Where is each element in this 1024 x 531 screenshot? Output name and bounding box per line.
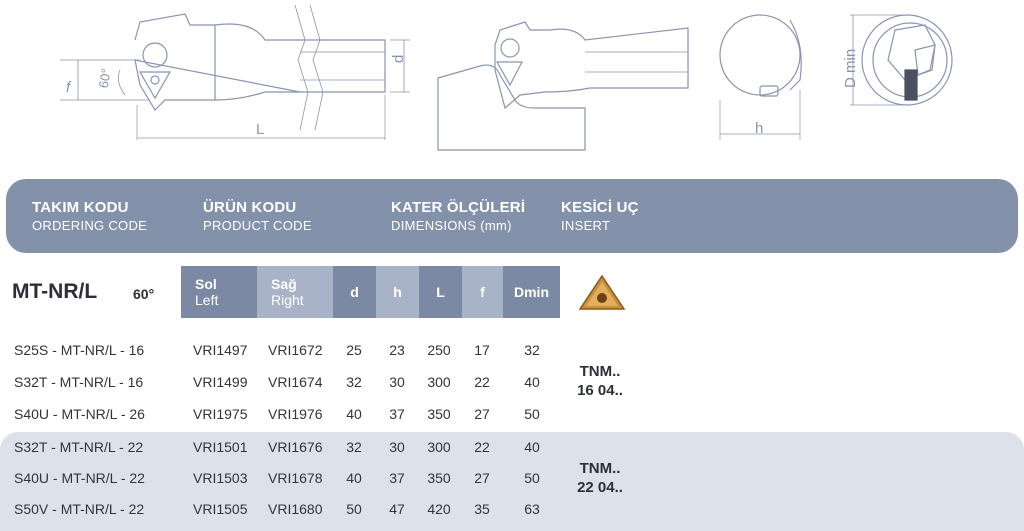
dim-label-L: L (256, 121, 265, 138)
cell-left: VRI1975 (193, 406, 248, 422)
technical-drawings (0, 0, 1024, 172)
cell-dmin: 63 (524, 501, 540, 517)
triangle-insert-icon (578, 274, 626, 312)
cell-f: 27 (474, 470, 490, 486)
cell-h: 30 (389, 374, 405, 390)
cell-L: 250 (427, 342, 451, 358)
cell-f: 22 (474, 439, 490, 455)
col-left (181, 266, 257, 318)
col-left-tr: Sol (195, 276, 217, 292)
table-header-band (6, 179, 1018, 253)
cell-h: 23 (389, 342, 405, 358)
col-right-en: Right (271, 292, 304, 308)
cell-f: 27 (474, 406, 490, 422)
header-product-code-tr: ÜRÜN KODU (203, 199, 297, 216)
col-right-tr: Sağ (271, 276, 297, 292)
cell-d: 40 (346, 470, 362, 486)
cell-dmin: 50 (524, 406, 540, 422)
header-dimensions-tr: KATER ÖLÇÜLERİ (391, 199, 526, 216)
header-insert-en: INSERT (561, 218, 611, 233)
dim-label-d: d (390, 54, 407, 63)
header-ordering-code (32, 199, 147, 233)
cell-dmin: 40 (524, 439, 540, 455)
cell-d: 25 (346, 342, 362, 358)
dim-label-angle: 60° (95, 67, 114, 90)
col-d-label: d (350, 284, 359, 300)
tool-in-workpiece-view (438, 22, 688, 150)
insert-group-2-line2: 22 04.. (577, 479, 623, 496)
cell-d: 32 (346, 439, 362, 455)
cell-code: S50V - MT-NR/L - 22 (14, 501, 145, 517)
dim-label-f: f (66, 79, 71, 96)
series-angle: 60° (133, 286, 155, 302)
cell-left: VRI1501 (193, 439, 248, 455)
dim-label-dmin: D min (842, 48, 859, 88)
cell-f: 35 (474, 501, 490, 517)
cell-code: S40U - MT-NR/L - 22 (14, 470, 145, 486)
dim-label-h: h (755, 120, 764, 137)
cell-left: VRI1505 (193, 501, 248, 517)
cell-f: 22 (474, 374, 490, 390)
insert-group-1-line2: 16 04.. (577, 382, 623, 399)
cell-L: 300 (427, 374, 451, 390)
cell-d: 40 (346, 406, 362, 422)
cell-code: S32T - MT-NR/L - 22 (14, 439, 144, 455)
col-L (419, 266, 462, 318)
col-f-label: f (480, 284, 485, 300)
cell-right: VRI1672 (268, 342, 323, 358)
header-product-code (203, 199, 312, 233)
cell-h: 37 (389, 470, 405, 486)
cell-left: VRI1497 (193, 342, 248, 358)
cell-dmin: 32 (524, 342, 540, 358)
col-dmin (503, 266, 560, 318)
cell-h: 37 (389, 406, 405, 422)
insert-group-2-line1: TNM.. (579, 460, 621, 477)
series-name: MT-NR/L (12, 280, 98, 303)
cell-code: S32T - MT-NR/L - 16 (14, 374, 144, 390)
header-product-code-en: PRODUCT CODE (203, 218, 312, 233)
header-insert (561, 199, 639, 233)
table-row (0, 463, 560, 494)
cell-f: 17 (474, 342, 490, 358)
cell-d: 32 (346, 374, 362, 390)
cell-d: 50 (346, 501, 362, 517)
insert-group-1-line1: TNM.. (579, 363, 621, 380)
cell-L: 300 (427, 439, 451, 455)
col-right (257, 266, 333, 318)
header-insert-tr: KESİCİ UÇ (561, 199, 639, 216)
col-L-label: L (436, 284, 445, 300)
col-d (333, 266, 376, 318)
header-dimensions-en: DIMENSIONS (mm) (391, 218, 512, 233)
cell-h: 30 (389, 439, 405, 455)
col-left-en: Left (195, 292, 219, 308)
table-row (0, 432, 560, 463)
header-ordering-code-en: ORDERING CODE (32, 218, 148, 233)
table-row (0, 494, 560, 525)
header-dimensions (391, 199, 525, 233)
col-f (462, 266, 503, 318)
col-dmin-label: Dmin (514, 284, 549, 300)
min-bore-view (850, 15, 952, 105)
cell-h: 47 (389, 501, 405, 517)
cell-code: S25S - MT-NR/L - 16 (14, 342, 145, 358)
table-row (0, 399, 560, 430)
cell-right: VRI1674 (268, 374, 323, 390)
cell-right: VRI1680 (268, 501, 323, 517)
cell-L: 350 (427, 406, 451, 422)
cell-right: VRI1676 (268, 439, 323, 455)
col-h-label: h (393, 284, 402, 300)
insert-group-2 (560, 459, 640, 497)
cell-left: VRI1499 (193, 374, 248, 390)
cell-dmin: 50 (524, 470, 540, 486)
header-ordering-code-tr: TAKIM KODU (32, 199, 129, 216)
cell-right: VRI1678 (268, 470, 323, 486)
col-h (376, 266, 419, 318)
table-row (0, 367, 560, 398)
cell-dmin: 40 (524, 374, 540, 390)
cell-L: 420 (427, 501, 451, 517)
cell-left: VRI1503 (193, 470, 248, 486)
cell-right: VRI1976 (268, 406, 323, 422)
cell-L: 350 (427, 470, 451, 486)
cell-code: S40U - MT-NR/L - 26 (14, 406, 145, 422)
insert-group-1 (560, 362, 640, 400)
table-row (0, 335, 560, 366)
